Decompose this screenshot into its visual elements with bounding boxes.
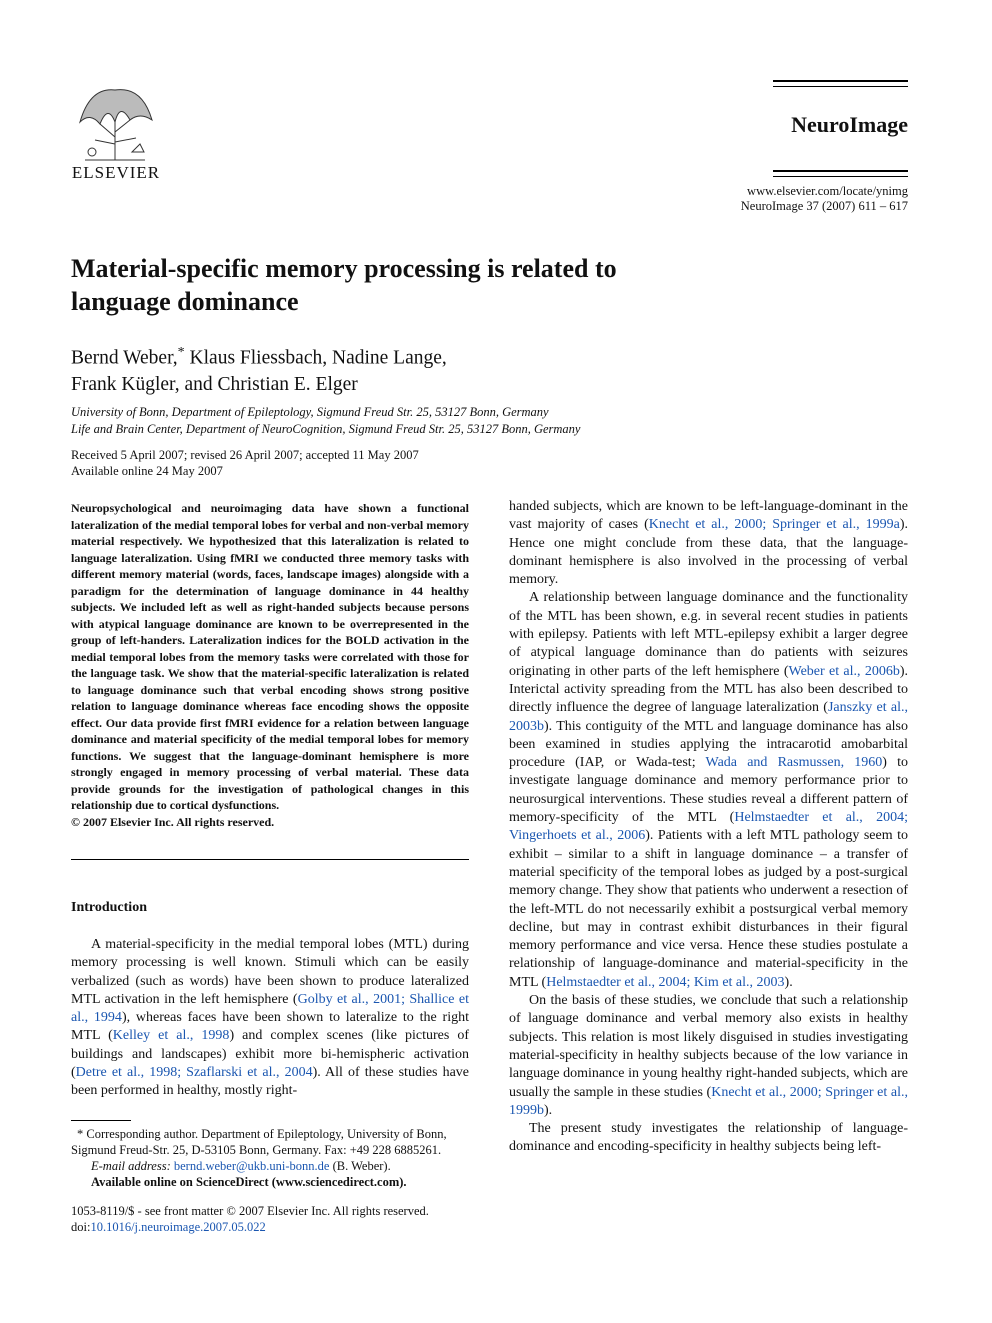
- paragraph: A relationship between language dominance and the functionality of the MTL has been shown, e.g. in several recent studies in patients with epilepsy. Patients with left MTL-epilepsy exhibit a larger degree of atypical language dominance than do patients with seizures originating in other parts of the left hemisphere (Weber et al., 2006b). Interictal activity spreading from the MTL has also been described to directly influence the degree of language lateralization (Janszky et al., 2003b). This contiguity of the MTL and language dominance has also been examined in studies applying the intracarotid amobarbital procedure (IAP, or Wada-test; Wada and Rasmussen, 1960) to investigate language dominance and memory performance prior to neurosurgical interventions. These studies reveal a different pattern of memory-specificity of the MTL (Helmstaedter et al., 2004; Vingerhoets et al., 2006). Patients with a left MTL pathology seem to exhibit – similar to a shift in language dominance – a transfer of material specificity of the temporal lobes as judged by a post-surgical memory change. They show that patients who underwent a resection of the left-MTL do not necessarily exhibit a postsurgical verbal memory decline, but may in contrast exhibit disturbances in their figural memory performance and vice versa. Hence these studies postulate a relationship of language-dominance and material-specificity in the MTL (Helmstaedter et al., 2004; Kim et al., 2003).: [509, 590, 909, 990]
- publisher-name: ELSEVIER: [71, 163, 161, 182]
- author-list: [71, 340, 591, 398]
- article-title: [71, 252, 751, 318]
- citation-link[interactable]: Knecht et al., 2000; Springer et al., 1999a: [648, 517, 900, 533]
- doi-link[interactable]: 10.1016/j.neuroimage.2007.05.022: [90, 1220, 266, 1234]
- header-rule: [773, 86, 908, 87]
- citation-link[interactable]: Helmstaedter et al., 2004; Vingerhoets et al., 2006: [509, 810, 909, 844]
- author-names: Klaus Fliessbach, Nadine Lange,: [184, 347, 447, 369]
- abstract-text: Neuropsychological and neuroimaging data have shown a functional lateralization of the medial temporal lobes for verbal and non-verbal memory material respectively. We hypothesized that this lateralization is related to language lateralization. Using fMRI we conducted three memory tasks with different memory material (words, faces, landscape images) alongside with a paradigm for the determination of language dominance in 44 healthy subjects. We included left as well as right-handed subjects because persons with atypical language dominance are known to be overrepresented in the group of left-handers. Lateralization indices for the BOLD activation in the medial temporal lobes from the memory tasks were correlated with those for the language task. We show that the material-specific lateralization is related to language dominance such that verbal encoding shows strong positive relation to language dominance whereas face encoding shows the opposite effect. Our data provide first fMRI evidence for a relation between language dominance and material specificity of the medial temporal lobes for memory functions. We suggest that the language-dominant hemisphere is more strongly engaged in memory processing of verbal material. These data provide grounds for the investigation of pathological changes in this relationship due to cortical dysfunctions.: [71, 501, 469, 812]
- author-names: Frank Kügler, and Christian E. Elger: [71, 373, 358, 395]
- citation-link[interactable]: Knecht et al., 2000; Springer et al., 1999b: [509, 1084, 908, 1118]
- online-date: Available online 24 May 2007: [71, 464, 223, 478]
- paragraph: On the basis of these studies, we conclude that such a relationship of language dominance and verbal memory also exists in healthy subjects. This relation is most likely disguised in studies investigating material-specificity in healthy subjects because of the low variance in language dominance in young healthy right-handed subjects, which are usually the sample in these studies (Knecht et al., 2000; Springer et al., 1999b).: [509, 993, 908, 1118]
- citation-link[interactable]: Weber et al., 2006b: [788, 663, 900, 679]
- corresponding-mark[interactable]: *: [177, 345, 185, 360]
- body-column-left: [71, 936, 469, 1101]
- sciencedirect-note: Available online on ScienceDirect (www.sciencedirect.com).: [91, 1175, 407, 1189]
- author-name: Bernd Weber,: [71, 347, 178, 369]
- paragraph: The present study investigates the relationship of language-dominance and encoding-specificity in healthy subjects being left-: [509, 1121, 908, 1155]
- journal-citation: NeuroImage 37 (2007) 611 – 617: [740, 199, 908, 213]
- footnote-rule: [71, 1120, 131, 1121]
- citation-link[interactable]: Wada and Rasmussen, 1960: [705, 755, 883, 771]
- body-column-right: [509, 498, 908, 1157]
- journal-name: NeuroImage: [791, 112, 908, 137]
- paragraph: A material-specificity in the medial temporal lobes (MTL) during memory processing is well known. Stimuli which can be easily verbalized (such as words) have been shown to produce lateralized MTL activation in the left hemisphere (Golby et al., 2001; Shallice et al., 1994), whereas faces have been shown to lateralize to the right MTL (Kelley et al., 1998) and complex scenes (like pictures of buildings and landscapes) exhibit more bi-hemispheric activation (Detre et al., 1998; Szaflarski et al., 2004). All of these studies have been performed in healthy, mostly right-: [71, 937, 470, 1099]
- footnote-mark: *: [77, 1127, 84, 1141]
- corresponding-author: Corresponding author. Department of Epileptology, University of Bonn, Sigmund Freud-Str. 25, D-53105 Bonn, Germany. Fax: +49 228 6885261.: [71, 1127, 447, 1157]
- email-link[interactable]: bernd.weber@ukb.uni-bonn.de: [173, 1159, 330, 1173]
- affiliations: [71, 404, 711, 438]
- header-rule: [773, 176, 908, 177]
- citation-link[interactable]: Kelley et al., 1998: [112, 1028, 230, 1044]
- paragraph: handed subjects, which are known to be left-language-dominant in the vast majority of cases (Knecht et al., 2000; Springer et al., 1999a). Hence one might conclude from these data, that the language-dominant hemisphere is also involved in the processing of verbal memory.: [509, 499, 908, 588]
- article-dates: [71, 447, 571, 479]
- abstract-divider: [71, 859, 469, 860]
- header-rule: [773, 170, 908, 172]
- abstract-copyright: © 2007 Elsevier Inc. All rights reserved.: [71, 814, 275, 829]
- issn-copyright: 1053-8119/$ - see front matter © 2007 Elsevier Inc. All rights reserved.: [71, 1204, 429, 1218]
- footnote: * Corresponding author. Department of Epileptology, University of Bonn, Sigmund Freud-Str. 25, D-53105 Bonn, Germany. Fax: +49 228 6885261. E-mail address: bernd.weber@ukb.uni-bonn.de (B. Weber). Available online on ScienceDirect (www.sciencedirect.com).: [71, 1126, 469, 1190]
- journal-info: [640, 184, 908, 214]
- email-label: E-mail address:: [91, 1159, 171, 1173]
- header-rule: [773, 80, 908, 82]
- received-dates: Received 5 April 2007; revised 26 April 2007; accepted 11 May 2007: [71, 448, 419, 462]
- affiliation: Life and Brain Center, Department of NeuroCognition, Sigmund Freud Str. 25, 53127 Bonn, Germany: [71, 422, 581, 436]
- front-matter: [71, 1203, 491, 1235]
- title-line: Material-specific memory processing is related to: [71, 254, 617, 283]
- affiliation: University of Bonn, Department of Epileptology, Sigmund Freud Str. 25, 53127 Bonn, Germany: [71, 405, 549, 419]
- journal-url[interactable]: www.elsevier.com/locate/ynimg: [747, 184, 908, 198]
- citation-link[interactable]: Helmstaedter et al., 2004; Kim et al., 2003: [546, 974, 785, 990]
- section-heading-introduction: Introduction: [71, 900, 147, 915]
- citation-link[interactable]: Golby et al., 2001; Shallice et al., 1994: [71, 991, 470, 1026]
- citation-link[interactable]: Detre et al., 1998; Szaflarski et al., 2004: [75, 1065, 313, 1081]
- title-line: language dominance: [71, 287, 299, 316]
- doi-label: doi:: [71, 1220, 91, 1234]
- citation-link[interactable]: Janszky et al., 2003b: [509, 700, 908, 734]
- abstract: [71, 500, 469, 830]
